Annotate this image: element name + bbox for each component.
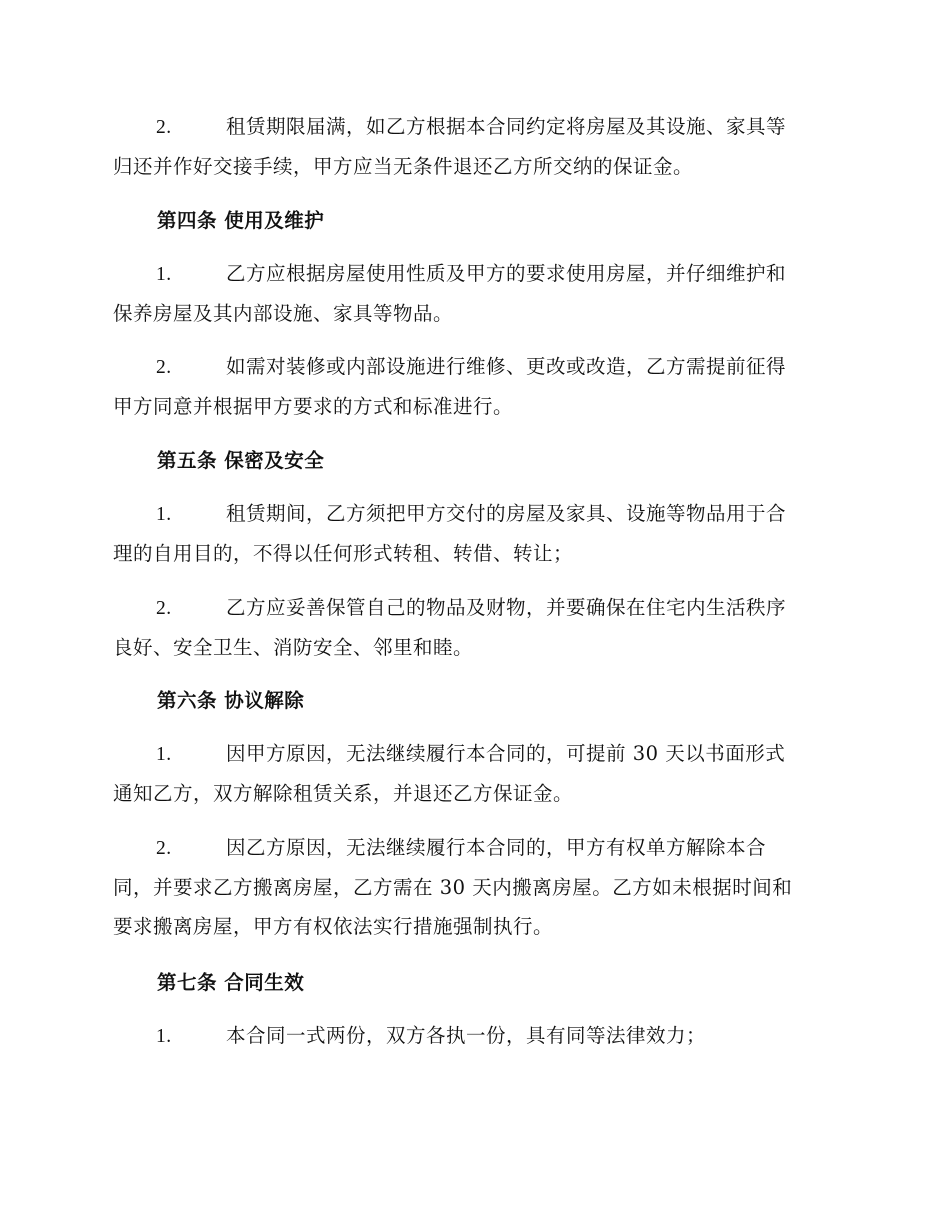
item-number: 2. xyxy=(156,838,172,859)
paragraph-line: 良好、安全卫生、消防安全、邻里和睦。 xyxy=(113,636,474,659)
paragraph-line xyxy=(113,588,838,628)
item-number: 2. xyxy=(156,598,172,619)
clause-4-item-1 xyxy=(113,254,838,333)
paragraph-text: 如需对装修或内部设施进行维修、更改或改造，乙方需提前征得 xyxy=(226,355,787,378)
paragraph-line xyxy=(113,254,838,294)
paragraph-line: 甲方同意并根据甲方要求的方式和标准进行。 xyxy=(113,395,514,418)
section-heading-4: 第四条 使用及维护 xyxy=(157,209,325,232)
paragraph-line xyxy=(113,347,838,387)
paragraph-line: 归还并作好交接手续，甲方应当无条件退还乙方所交纳的保证金。 xyxy=(113,155,694,178)
clause-5-item-2 xyxy=(113,588,838,667)
paragraph-line xyxy=(113,1016,838,1056)
paragraph-line: 保养房屋及其内部设施、家具等物品。 xyxy=(113,302,454,325)
clause-4-item-2 xyxy=(113,347,838,426)
clause-3-item-2 xyxy=(113,107,838,186)
paragraph-line: 同，并要求乙方搬离房屋，乙方需在 30 天内搬离房屋。乙方如未根据时间和 xyxy=(113,876,793,899)
paragraph-text: 因乙方原因，无法继续履行本合同的，甲方有权单方解除本合 xyxy=(226,836,767,859)
clause-6-item-1 xyxy=(113,734,838,813)
item-number: 1. xyxy=(156,1026,172,1047)
section-heading-6: 第六条 协议解除 xyxy=(157,689,305,712)
paragraph-line xyxy=(113,734,838,774)
paragraph-text: 租赁期间，乙方须把甲方交付的房屋及家具、设施等物品用于合 xyxy=(226,502,787,525)
section-heading-5: 第五条 保密及安全 xyxy=(157,449,325,472)
paragraph-text: 本合同一式两份，双方各执一份，具有同等法律效力； xyxy=(226,1024,707,1047)
section-heading-7: 第七条 合同生效 xyxy=(157,971,305,994)
clause-6-item-2 xyxy=(113,828,838,946)
item-number: 2. xyxy=(156,117,172,138)
item-number: 2. xyxy=(156,357,172,378)
clause-5-item-1 xyxy=(113,494,838,573)
paragraph-line xyxy=(113,107,838,147)
paragraph-text: 乙方应根据房屋使用性质及甲方的要求使用房屋，并仔细维护和 xyxy=(226,262,787,285)
item-number: 1. xyxy=(156,264,172,285)
paragraph-line: 理的自用目的，不得以任何形式转租、转借、转让； xyxy=(113,542,574,565)
paragraph-line xyxy=(113,828,838,868)
paragraph-text: 租赁期限届满，如乙方根据本合同约定将房屋及其设施、家具等 xyxy=(226,115,787,138)
item-number: 1. xyxy=(156,504,172,525)
paragraph-line: 通知乙方，双方解除租赁关系，并退还乙方保证金。 xyxy=(113,782,574,805)
paragraph-text: 乙方应妥善保管自己的物品及财物，并要确保在住宅内生活秩序 xyxy=(226,596,787,619)
paragraph-line: 要求搬离房屋，甲方有权依法实行措施强制执行。 xyxy=(113,915,554,938)
paragraph-line xyxy=(113,494,838,534)
clause-7-item-1 xyxy=(113,1016,838,1056)
paragraph-text: 因甲方原因，无法继续履行本合同的，可提前 30 天以书面形式 xyxy=(226,742,786,765)
item-number: 1. xyxy=(156,744,172,765)
